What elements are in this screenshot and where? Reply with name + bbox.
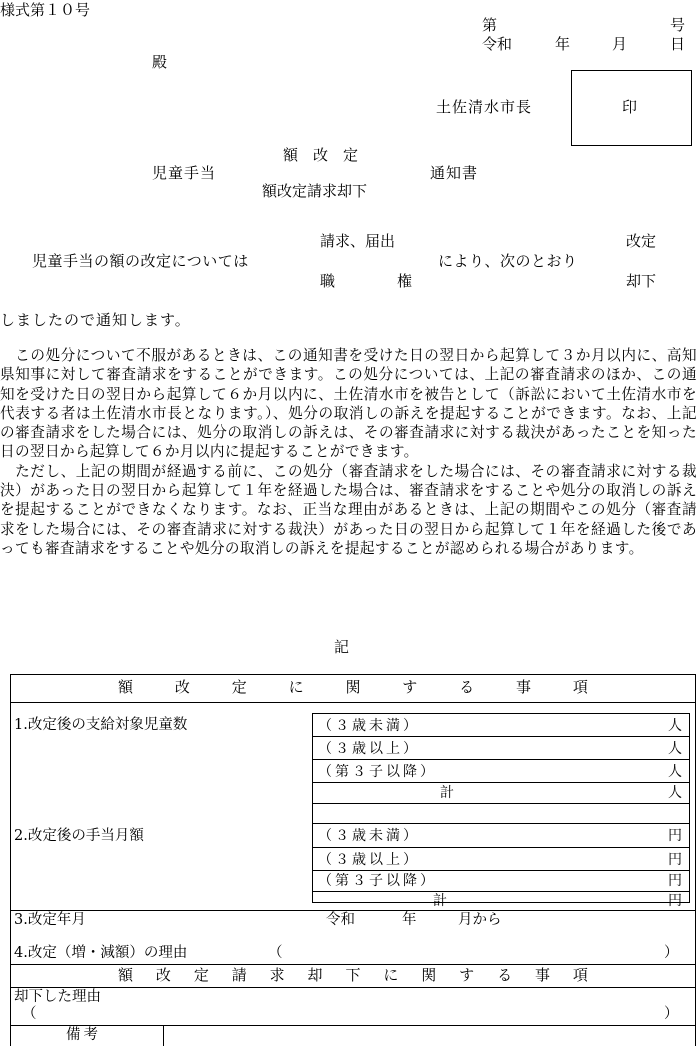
item-revision-month-label: 3.改定年月: [14, 912, 86, 928]
title-right: 通知書: [430, 164, 479, 182]
form-number: 様式第１０号: [0, 1, 91, 19]
divider: [312, 803, 690, 804]
ki-heading: 記: [334, 638, 350, 656]
children-under3-label: （３歳未満）: [318, 718, 420, 734]
seal-mark: 印: [622, 98, 638, 116]
amount-over3-label: （３歳以上）: [318, 852, 420, 868]
item-monthly-amount-label: 2.改定後の手当月額: [14, 828, 144, 844]
divider: [312, 823, 690, 824]
statement-option-revise: 改定: [626, 232, 657, 250]
amount-total-label: 計: [433, 893, 447, 909]
children-over3-unit: 人: [668, 741, 682, 757]
divider: [312, 782, 690, 783]
remarks-label: 備考: [66, 1027, 101, 1043]
statement-middle: により、次のとおり: [438, 252, 578, 270]
amount-total-unit: 円: [668, 893, 682, 909]
reason-close-paren: ）: [664, 945, 679, 961]
revision-era: 令和: [326, 912, 355, 928]
children-total-label: 計: [440, 785, 454, 801]
divider: [10, 910, 696, 911]
amount-over3-unit: 円: [668, 852, 682, 868]
doc-number-suffix: 号: [670, 16, 686, 34]
divider: [312, 870, 690, 871]
amount-under3-unit: 円: [668, 828, 682, 844]
reason-open-paren: （: [268, 945, 283, 961]
doc-number-prefix: 第: [482, 16, 498, 34]
date-day-label: 日: [670, 35, 686, 53]
date-era: 令和: [482, 35, 513, 53]
statement-option-request: 請求、届出: [320, 232, 396, 250]
appeal-notice-paragraph-2: ただし、上記の期間が経過する前に、この処分（審査請求をした場合には、その審査請求に対する裁決）があった日の翌日から起算して１年を経過した場合は、審査請求をすることや処分の取消しの訴えを提起することができなくなります。なお、正当な理由があるときは、上記の期間やこの処分（審査請求をした場合には、その審査請求に対する裁決）があった日の翌日から起算して１年を経過した後であっても審査請求をすることや処分の取消しの訴えを提起することが認められる場合があります。: [0, 462, 697, 557]
children-over3-label: （３歳以上）: [318, 741, 420, 757]
revision-month-from: 月から: [458, 912, 502, 928]
statement-option-ex-officio-a: 職: [320, 272, 336, 290]
children-third-label: （第３子以降）: [318, 764, 437, 780]
divider: [312, 891, 690, 892]
rejection-close-paren: ）: [664, 1006, 679, 1022]
children-under3-unit: 人: [668, 718, 682, 734]
title-option-rejection: 額改定請求却下: [262, 182, 368, 200]
amount-third-label: （第３子以降）: [318, 873, 437, 889]
title-left: 児童手当: [152, 164, 217, 182]
divider: [312, 759, 690, 760]
item-children-count-label: 1.改定後の支給対象児童数: [14, 717, 188, 733]
statement-option-reject: 却下: [626, 272, 657, 290]
amount-under3-label: （３歳未満）: [318, 828, 420, 844]
section-revision-header: 額 改 定 に 関 す る 事 項: [118, 678, 588, 696]
rejection-open-paren: （: [22, 1006, 37, 1022]
statement-closing: しましたので通知します。: [0, 311, 191, 329]
children-third-unit: 人: [668, 764, 682, 780]
statement-option-ex-officio-b: 権: [397, 272, 413, 290]
divider: [163, 1025, 164, 1046]
section-rejection-header: 額 改 定 請 求 却 下 に 関 す る 事 項: [118, 966, 588, 984]
divider: [10, 987, 696, 988]
issuer-name: 土佐清水市長: [436, 98, 533, 116]
addressee-suffix: 殿: [152, 53, 168, 71]
revision-year-label: 年: [402, 912, 417, 928]
statement-lead: 児童手当の額の改定については: [32, 252, 249, 270]
title-option-revision: 額 改 定: [283, 146, 359, 164]
item-revision-reason-label: 4.改定（増・減額）の理由: [14, 945, 188, 961]
children-total-unit: 人: [668, 785, 682, 801]
divider: [10, 1025, 696, 1026]
divider: [10, 702, 696, 703]
appeal-notice: [0, 346, 697, 558]
date-month-label: 月: [612, 35, 628, 53]
divider: [312, 736, 690, 737]
divider: [312, 847, 690, 848]
amount-third-unit: 円: [668, 873, 682, 889]
date-year-label: 年: [555, 35, 571, 53]
divider: [10, 964, 696, 965]
rejection-reason-label: 却下した理由: [14, 989, 101, 1005]
appeal-notice-paragraph-1: この処分について不服があるときは、この通知書を受けた日の翌日から起算して３か月以内に、高知県知事に対して審査請求をすることができます。この処分については、上記の審査請求のほか、この通知を受けた日の翌日から起算して６か月以内に、土佐清水市を被告として（訴訟において土佐清水市を代表する者は土佐清水市長となります。）、処分の取消しの訴えを提起することができます。なお、上記の審査請求をした場合には、処分の取消しの訴えは、その審査請求に対する裁決があったことを知った日の翌日から起算して６か月以内に提起することができます。: [0, 347, 697, 461]
